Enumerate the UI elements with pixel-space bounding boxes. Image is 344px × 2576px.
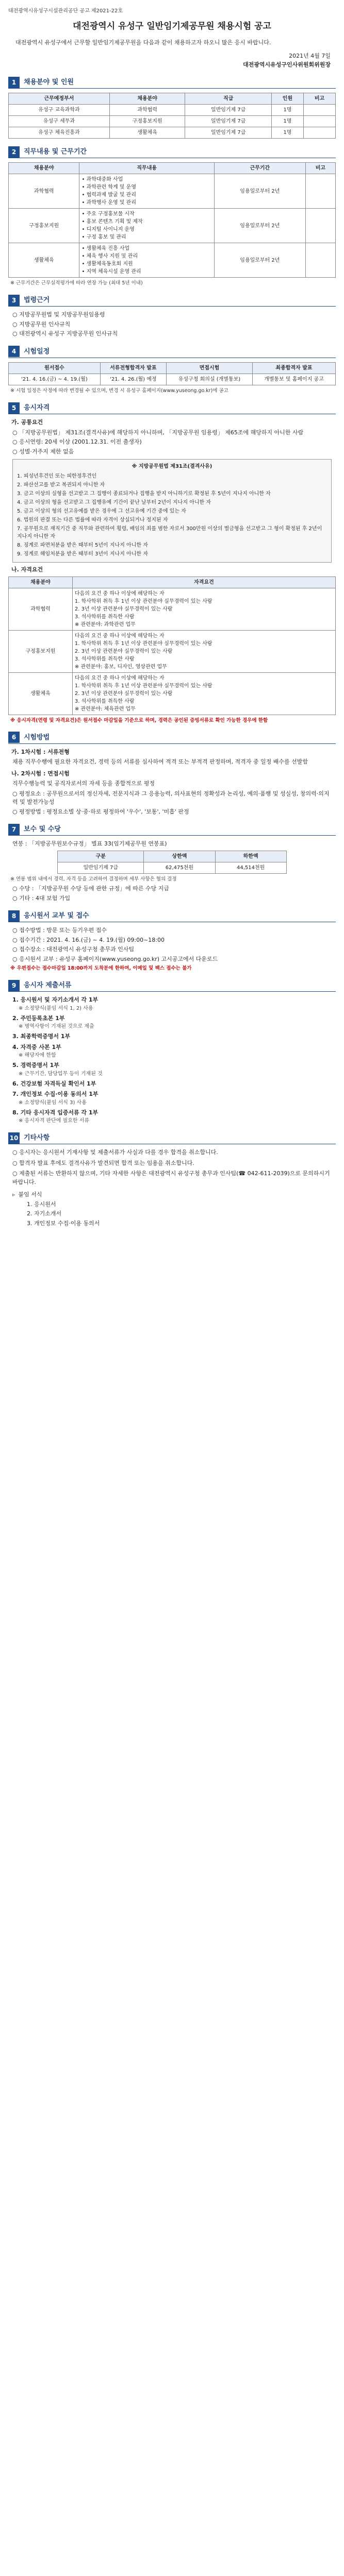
spec-line: 3. 석사학위를 취득한 사람 bbox=[74, 614, 135, 620]
spec-line: 3. 석사학위를 취득한 사람 bbox=[74, 698, 135, 704]
qual-item: ○ 응시연령: 20세 이상 (2001.12.31. 이전 출생자) bbox=[12, 438, 142, 445]
table-cell: '21. 4. 16.(금) ~ 4. 19.(월) bbox=[9, 374, 101, 385]
disqualification-title: ※ 지방공무원법 제31조(결격사유) bbox=[132, 464, 212, 469]
attachment-item[interactable]: 1. 응시원서 bbox=[27, 1200, 56, 1208]
spec-line: ※ 관련분야: 홍보, 디자인, 영상관련 업무 bbox=[74, 664, 167, 670]
table-header: 비고 bbox=[305, 163, 335, 174]
section-duty bbox=[8, 146, 336, 158]
duty-item: • 과학관련 학계 및 운영 bbox=[81, 184, 137, 190]
spec-field: 생활체육 bbox=[9, 672, 73, 715]
table-cell: 유성구 체육진흥과 bbox=[9, 127, 110, 139]
spec-line: 1. 학사학위 취득 후 1년 이상 관련분야 실무경력이 있는 사람 bbox=[74, 598, 212, 604]
section-number: 3 bbox=[8, 295, 20, 306]
qual-item: ○ 「지방공무원법」 제31조(결격사유)에 해당하지 아니하며, 「지방공무원 임용령」 제65조에 해당하지 아니한 사람 bbox=[12, 429, 304, 436]
table-row bbox=[9, 105, 336, 116]
doc-label: 3. 최종학력증명서 1부 bbox=[12, 1033, 71, 1040]
section-apply bbox=[8, 910, 336, 922]
table-header: 하한액 bbox=[215, 851, 286, 862]
disqualification-item: 3. 금고 이상의 실형을 선고받고 그 집행이 종료되거나 집행을 받지 아니하기로 확정된 후 5년이 지나지 아니한 자 bbox=[17, 491, 271, 497]
table-row bbox=[9, 243, 336, 278]
disqualification-item: 6. 법원의 판결 또는 다른 법률에 따라 자격이 상실되거나 정지된 자 bbox=[17, 517, 168, 523]
section-number: 10 bbox=[8, 1132, 20, 1144]
section-title: 응시원서 교부 및 접수 bbox=[24, 911, 89, 920]
table-row bbox=[9, 672, 336, 715]
pay-table bbox=[57, 851, 287, 874]
doc-label: 5. 경력증명서 1부 bbox=[12, 1062, 59, 1069]
qual-item: ○ 성별·거주지 제한 없음 bbox=[12, 448, 74, 455]
spec-line: 다음의 요건 중 하나 이상에 해당하는 자 bbox=[74, 675, 165, 681]
doc-item bbox=[12, 1043, 332, 1060]
exam-phase1-text: 채용 직무수행에 필요한 자격요건, 경력 등의 서류를 심사하여 적격 또는 부적격 판정하며, 적격자 중 일정 배수를 선발함 bbox=[12, 758, 308, 766]
table-cell: 1명 bbox=[271, 116, 303, 127]
pay-item: ○ 수당 : 「지방공무원 수당 등에 관한 규정」에 따른 수당 지급 bbox=[12, 885, 170, 892]
section-title: 직무내용 및 근무기간 bbox=[24, 147, 87, 156]
exam-phase2-list bbox=[12, 790, 332, 817]
doc-label: 2. 주민등록초본 1부 bbox=[12, 1014, 65, 1022]
section-exam bbox=[8, 732, 336, 744]
qual-common-title: 가. 공통요건 bbox=[11, 419, 43, 426]
table-cell bbox=[303, 116, 335, 127]
section-title: 시험방법 bbox=[24, 733, 50, 741]
attachment-item[interactable]: 2. 자기소개서 bbox=[27, 1210, 62, 1217]
pay-title: 연봉 : 「지방공무원보수규정」 별표 33(임기제공무원 연봉표) bbox=[12, 840, 167, 848]
spec-field: 구정홍보지원 bbox=[9, 630, 73, 672]
section-number: 1 bbox=[8, 77, 20, 88]
schedule-note: ※ 시험 일정은 사정에 따라 변경될 수 있으며, 변경 시 유성구 홈페이지(www.yuseong.go.kr)에 공고 bbox=[10, 387, 228, 394]
etc-list bbox=[8, 1148, 336, 1187]
section-pay bbox=[8, 823, 336, 836]
section-number: 7 bbox=[8, 824, 20, 835]
law-item: ○ 지방공무원 인사규칙 bbox=[12, 320, 71, 328]
duty-item: • 지역 체육시설 운영 관리 bbox=[81, 269, 141, 275]
spec-lines bbox=[72, 588, 335, 630]
duty-item: • 과학대중화 사업 bbox=[81, 177, 123, 182]
duty-item: • 구정 홍보 및 관리 bbox=[81, 234, 126, 240]
section-title: 채용분야 및 인원 bbox=[24, 78, 74, 86]
duty-item: • 홍보 콘텐츠 기획 및 제작 bbox=[81, 219, 143, 225]
disqualification-item: 8. 징계로 파면처분을 받은 때부터 5년이 지나지 아니한 자 bbox=[17, 543, 148, 548]
law-item: ○ 대전광역시 유성구 지방공무원 인사규칙 bbox=[12, 330, 118, 337]
doc-note: ※ 해당자에 한함 bbox=[19, 1053, 56, 1059]
section-title: 보수 및 수당 bbox=[24, 825, 61, 833]
table-header: 채용분야 bbox=[109, 93, 185, 105]
duty-item: • 디지털 사이니지 운영 bbox=[81, 227, 135, 232]
spec-line: 2. 3년 이상 관련분야 실무경력이 있는 사람 bbox=[74, 648, 173, 654]
spec-line: 다음의 요건 중 하나 이상에 해당하는 자 bbox=[74, 633, 165, 639]
section-docs bbox=[8, 979, 336, 992]
section-number: 4 bbox=[8, 346, 20, 357]
section-number: 5 bbox=[8, 402, 20, 414]
notice-page bbox=[0, 0, 344, 1239]
table-row bbox=[9, 127, 336, 139]
doc-label: 1. 응시원서 및 자기소개서 각 1부 bbox=[12, 996, 99, 1004]
table-header: 근무기간 bbox=[214, 163, 305, 174]
spec-line: ※ 관련분야: 체육관련 업무 bbox=[74, 706, 136, 712]
table-header: 자격요건 bbox=[72, 577, 335, 588]
table-cell: 구정홍보지원 bbox=[109, 116, 185, 127]
disqualification-item: 4. 금고 이상의 형을 선고받고 그 집행유예 기간이 끝난 날부터 2년이 지나지 아니한 자 bbox=[17, 500, 211, 505]
exam-phase2-title: 나. 2차시험 : 면접시험 bbox=[11, 770, 70, 777]
doc-note: ※ 근무기간, 담당업무 등이 기재된 것 bbox=[19, 1071, 103, 1077]
doc-item bbox=[12, 996, 332, 1012]
table-cell: 과학협력 bbox=[109, 105, 185, 116]
doc-item bbox=[12, 1032, 332, 1041]
duty-period: 임용일로부터 2년 bbox=[214, 174, 305, 209]
duty-period: 임용일로부터 2년 bbox=[214, 243, 305, 278]
table-cell: 1명 bbox=[271, 105, 303, 116]
doc-item bbox=[12, 1090, 332, 1107]
pay-items bbox=[12, 885, 332, 903]
doc-note: ※ 소정양식(붙임 서식 3) 사용 bbox=[19, 1099, 87, 1106]
disqualification-item: 7. 공무원으로 재직기간 중 직무와 관련하여 횡령, 배임의 죄를 범한 자로서 300만원 이상의 벌금형을 선고받고 그 형이 확정된 후 2년이 지나지 아니한 자 bbox=[17, 526, 322, 539]
table-row bbox=[9, 374, 336, 385]
duty-note bbox=[305, 243, 335, 278]
table-row bbox=[9, 174, 336, 209]
duty-note bbox=[305, 174, 335, 209]
table-header: 최종합격자 발표 bbox=[252, 362, 335, 374]
apply-item: ○ 접수방법 : 방문 또는 등기우편 접수 bbox=[12, 927, 107, 934]
table-cell bbox=[303, 105, 335, 116]
apply-list bbox=[12, 926, 332, 963]
apply-item: ○ 접수기간 : 2021. 4. 16.(금) ~ 4. 19.(월) 09:00~18:00 bbox=[12, 936, 165, 943]
duty-item: • 협력과제 발굴 및 관리 bbox=[81, 192, 137, 198]
duty-field: 생활체육 bbox=[9, 243, 79, 278]
table-header: 근무예정부서 bbox=[9, 93, 110, 105]
table-cell: 44,514천원 bbox=[215, 862, 286, 873]
notice-number: 대전광역시유성구시설관리공단 공고 제2021-22호 bbox=[8, 8, 123, 14]
table-header: 구분 bbox=[58, 851, 144, 862]
table-row bbox=[9, 630, 336, 672]
spec-line: 1. 학사학위 취득 후 1년 이상 관련분야 실무경력이 있는 사람 bbox=[74, 640, 212, 647]
law-list bbox=[12, 311, 332, 338]
duty-period: 임용일로부터 2년 bbox=[214, 209, 305, 243]
section-recruit bbox=[8, 76, 336, 89]
table-cell: 일반임기제 7급 bbox=[185, 105, 272, 116]
duty-item: • 생활체육동호회 지원 bbox=[81, 261, 133, 267]
doc-label: 7. 개인정보 수집·이용 동의서 1부 bbox=[12, 1091, 99, 1098]
attachments-title: 붙임 서식 bbox=[18, 1191, 42, 1198]
section-qualification bbox=[8, 402, 336, 414]
section-law bbox=[8, 294, 336, 307]
table-row bbox=[9, 209, 336, 243]
doc-note: ※ 병역사항이 기재된 것으로 제출 bbox=[19, 1024, 94, 1030]
spec-line: 다음의 요건 중 하나 이상에 해당하는 자 bbox=[74, 590, 165, 597]
spec-field: 과학협력 bbox=[9, 588, 73, 630]
table-header: 면접시험 bbox=[166, 362, 252, 374]
qual-spec-note: ※ 응시자격(연령 및 자격요건)은 원서접수 마감일을 기준으로 하며, 경력은 공인된 증빙서류로 확인 가능한 경우에 한함 bbox=[10, 717, 268, 723]
spec-line: 2. 3년 이상 관련분야 실무경력이 있는 사람 bbox=[74, 606, 173, 612]
doc-item bbox=[12, 1061, 332, 1078]
doc-label: 4. 자격증 사본 1부 bbox=[12, 1043, 61, 1050]
table-cell: 생활체육 bbox=[109, 127, 185, 139]
spec-line: 3. 석사학위를 취득한 사람 bbox=[74, 656, 135, 662]
doc-note: ※ 응시자격 판단에 필요한 서류 bbox=[19, 1118, 90, 1124]
doc-note: ※ 소정양식(붙임 서식 1, 2) 사용 bbox=[19, 1005, 93, 1011]
table-header: 상한액 bbox=[144, 851, 215, 862]
pay-item: ○ 기타 : 4대 보험 가입 bbox=[12, 894, 71, 902]
spec-lines bbox=[72, 630, 335, 672]
table-row bbox=[9, 116, 336, 127]
disqualification-item: 9. 징계로 해임처분을 받은 때부터 3년이 지나지 아니한 자 bbox=[17, 551, 148, 557]
section-number: 9 bbox=[8, 980, 20, 991]
table-header: 원서접수 bbox=[9, 362, 101, 374]
qual-spec-title: 나. 자격요건 bbox=[11, 566, 43, 573]
table-header: 채용분야 bbox=[9, 577, 73, 588]
table-header: 직무내용 bbox=[79, 163, 215, 174]
recruit-table bbox=[8, 93, 336, 139]
section-number: 2 bbox=[8, 146, 20, 158]
duty-item: • 과학행사 운영 및 관리 bbox=[81, 200, 137, 206]
page-title: 대전광역시 유성구 일반임기제공무원 채용시험 공고 bbox=[73, 21, 271, 31]
disqualification-item: 2. 파산선고를 받고 복권되지 아니한 자 bbox=[17, 482, 105, 488]
attachments bbox=[12, 1191, 332, 1228]
section-number: 8 bbox=[8, 910, 20, 922]
apply-item: ○ 응시원서 교부 : 유성구 홈페이지(www.yuseong.go.kr) 고시공고에서 다운로드 bbox=[12, 955, 218, 962]
doc-label: 6. 건강보험 자격득실 확인서 1부 bbox=[12, 1080, 96, 1087]
disqualification-item: 5. 금고 이상의 형의 선고유예를 받은 경우에 그 선고유예 기간 중에 있는 자 bbox=[17, 509, 186, 514]
section-title: 법령근거 bbox=[24, 296, 50, 304]
attachment-item[interactable]: 3. 개인정보 수집·이용 동의서 bbox=[27, 1219, 100, 1227]
table-cell: 일반임기제 7급 bbox=[185, 127, 272, 139]
apply-item: ○ 접수장소 : 대전광역시 유성구청 총무과 인사팀 bbox=[12, 946, 135, 953]
table-header: 채용분야 bbox=[9, 163, 79, 174]
notice-date: 2021년 4월 7일 bbox=[289, 53, 331, 59]
docs-list bbox=[12, 996, 332, 1125]
doc-label: 8. 기타 응시자격 입증서류 각 1부 bbox=[12, 1109, 99, 1116]
exam-phase2-text: 직무수행능력 및 공직자로서의 자세 등을 종합적으로 평정 bbox=[12, 780, 155, 787]
table-cell: 유성구청 회의실 (개별통보) bbox=[166, 374, 252, 385]
notice-org: 대전광역시유성구인사위원회위원장 bbox=[242, 61, 331, 68]
etc-item: ○ 합격자 발표 후에도 결격사유가 발견되면 합격 또는 임용을 취소합니다. bbox=[12, 1159, 194, 1166]
pay-note: ※ 연봉 범위 내에서 경력, 자격 등을 고려하여 결정하며 세부 사항은 협의 결정 bbox=[10, 876, 177, 882]
disqualification-box bbox=[12, 459, 332, 563]
table-cell: 유성구 교육과학과 bbox=[9, 105, 110, 116]
table-header: 인원 bbox=[271, 93, 303, 105]
exam-item: ○ 평정요소 : 공무원으로서의 정신자세, 전문지식과 그 응용능력, 의사표현의 정확성과 논리성, 예의·품행 및 성실성, 창의력·의지력 및 발전가능성 bbox=[12, 790, 330, 806]
table-cell: 유성구 세무과 bbox=[9, 116, 110, 127]
qual-spec-table bbox=[8, 577, 336, 715]
doc-item bbox=[12, 1080, 332, 1089]
spec-line: 1. 학사학위 취득 후 1년 이상 관련분야 실무경력이 있는 사람 bbox=[74, 683, 212, 689]
etc-item: ○ 응시자는 응시원서 기재사항 및 제출서류가 사실과 다를 경우 합격을 취소합니다. bbox=[12, 1149, 218, 1156]
table-header: 비고 bbox=[303, 93, 335, 105]
law-item: ○ 지방공무원법 및 지방공무원임용령 bbox=[12, 311, 105, 318]
paperclip-icon: ▹ bbox=[12, 1192, 15, 1198]
etc-item: ○ 제출된 서류는 반환하지 않으며, 기타 자세한 사항은 대전광역시 유성구청 총무과 인사팀(☎ 042-611-2039)으로 문의하시기 바랍니다. bbox=[12, 1170, 330, 1185]
duty-list bbox=[79, 243, 215, 278]
table-cell: 1명 bbox=[271, 127, 303, 139]
schedule-table bbox=[8, 362, 336, 385]
duty-field: 과학협력 bbox=[9, 174, 79, 209]
doc-item bbox=[12, 1109, 332, 1125]
table-cell: '21. 4. 26.(월) 예정 bbox=[100, 374, 166, 385]
table-header: 서류전형합격자 발표 bbox=[100, 362, 166, 374]
exam-phase1-title: 가. 1차시험 : 서류전형 bbox=[11, 748, 70, 755]
table-row bbox=[58, 862, 287, 873]
table-cell bbox=[303, 127, 335, 139]
disqualification-item: 1. 피성년후견인 또는 피한정후견인 bbox=[17, 473, 97, 479]
table-row bbox=[9, 588, 336, 630]
duty-note: ※ 근무기간은 근무실적평가에 따라 연장 가능 (최대 5년 이내) bbox=[10, 280, 143, 286]
table-header: 직급 bbox=[185, 93, 272, 105]
section-schedule bbox=[8, 346, 336, 358]
qual-common-list bbox=[12, 429, 332, 456]
spec-line: ※ 관련분야: 과학관련 업무 bbox=[74, 621, 136, 628]
section-title: 기타사항 bbox=[24, 1134, 50, 1142]
spec-lines bbox=[72, 672, 335, 715]
duty-list bbox=[79, 209, 215, 243]
duty-item: • 체육 행사 지원 및 관리 bbox=[81, 253, 138, 259]
doc-item bbox=[12, 1014, 332, 1031]
table-cell: 개별통보 및 홈페이지 공고 bbox=[252, 374, 335, 385]
intro-text: 대전광역시 유성구에서 근무할 일반임기제공무원을 다음과 같이 채용하고자 하오니 많은 응시 바랍니다. bbox=[15, 39, 271, 46]
duty-item: • 생활체육 진흥 사업 bbox=[81, 246, 130, 251]
apply-warning: ※ 우편접수는 접수마감일 18:00까지 도착분에 한하며, 이메일 및 팩스 접수는 불가 bbox=[10, 965, 192, 971]
exam-item: ○ 평정방법 : 평정요소별 상·중·하로 평정하여 '우수', '보통', '미흡' 판정 bbox=[12, 808, 189, 815]
duty-table bbox=[8, 162, 336, 278]
section-title: 응시자 제출서류 bbox=[24, 981, 72, 989]
duty-note bbox=[305, 209, 335, 243]
section-number: 6 bbox=[8, 732, 20, 743]
section-title: 시험일정 bbox=[24, 347, 50, 355]
table-cell: 일반임기제 7급 bbox=[58, 862, 144, 873]
duty-item: • 주요 구정홍보물 시작 bbox=[81, 211, 135, 217]
spec-line: 2. 3년 이상 관련분야 실무경력이 있는 사람 bbox=[74, 690, 173, 697]
section-title: 응시자격 bbox=[24, 403, 50, 412]
table-cell: 62,475천원 bbox=[144, 862, 215, 873]
duty-list bbox=[79, 174, 215, 209]
duty-field: 구정홍보지원 bbox=[9, 209, 79, 243]
table-cell: 일반임기제 7급 bbox=[185, 116, 272, 127]
section-etc bbox=[8, 1132, 336, 1144]
